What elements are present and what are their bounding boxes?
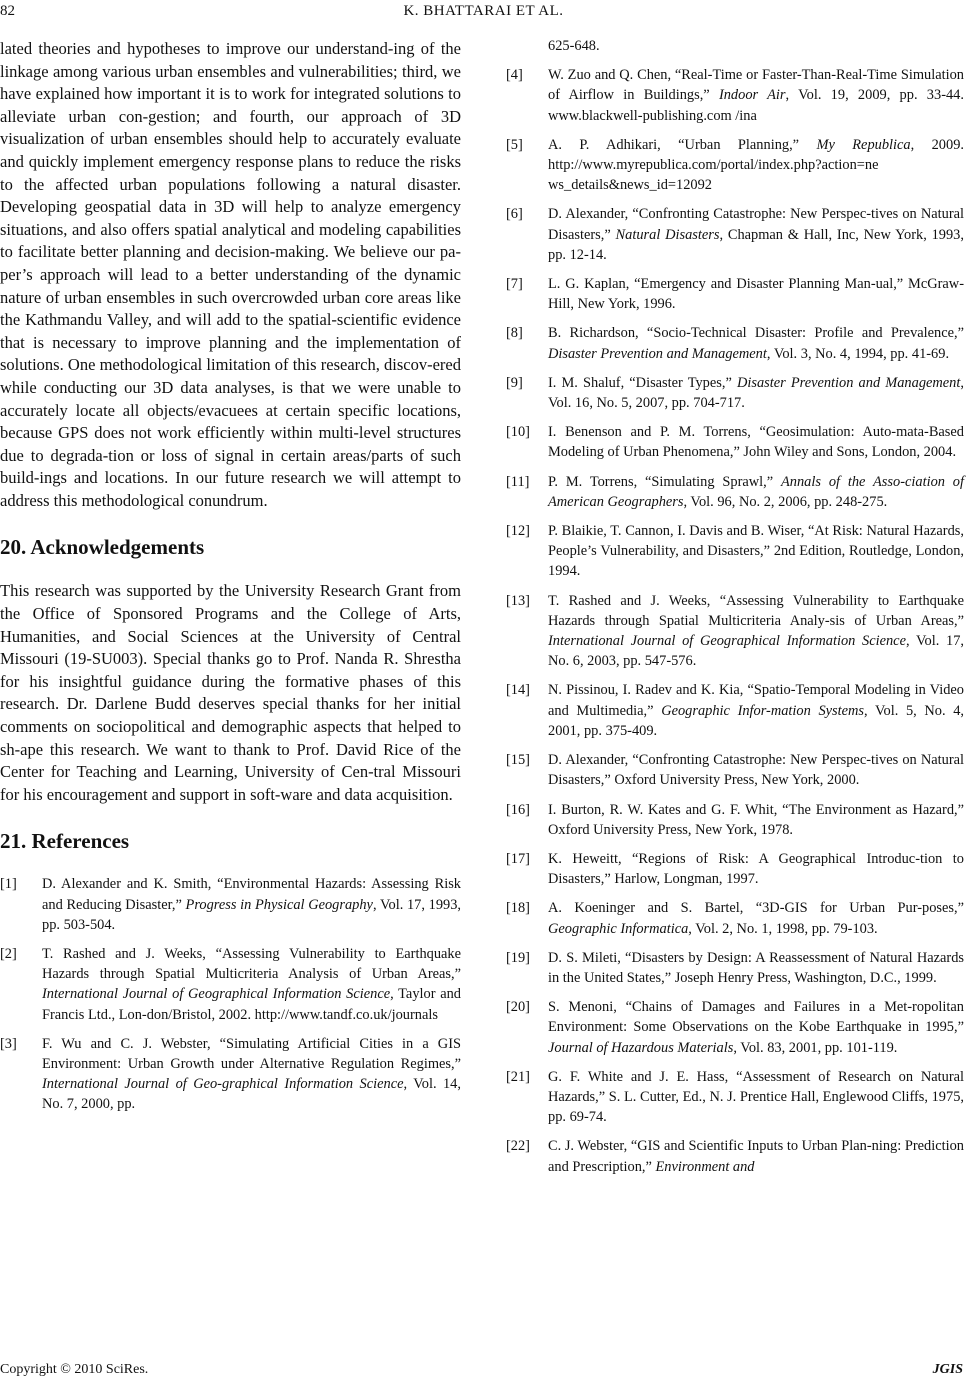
reference-details: , Taylor and Francis Ltd., Lon-don/Bristol, 2002. http://www.tandf.co.uk/journals	[42, 986, 461, 1023]
reference-details: , Vol. 5, No. 4, 2001, pp. 375-409.	[548, 702, 965, 739]
reference-details: , Vol. 3, No. 4, 1994, pp. 41-69.	[766, 345, 950, 362]
reference-number: [4]	[506, 67, 523, 84]
reference-item	[506, 948, 964, 988]
reference-details: , Vol. 17, 1993, pp. 503-504.	[42, 896, 462, 933]
reference-source: Geographic Infor-mation Systems	[661, 702, 865, 719]
reference-number: [10]	[506, 424, 530, 441]
reference-text: T. Rashed and J. Weeks, “Assessing Vulnerability to Earthquake Hazards through Spatial Multicriteria Analysis of Urban Areas,”	[42, 946, 461, 983]
reference-text: K. Heweitt, “Regions of Risk: A Geographical Introduc-tion to Disasters,” Harlow, Longman, 1997.	[548, 850, 964, 888]
copyright-notice: Copyright © 2010 SciRes.	[0, 1362, 149, 1377]
reference-source: My Republica	[816, 136, 911, 153]
reference-continuation: 625-648.	[548, 38, 600, 54]
acknowledgements-paragraph: This research was supported by the University Research Grant from the Office of Sponsored Programs and the College of Arts, Humanities, and Social Sciences at the University of Central Missouri (19-SU003). Special thanks go to Prof. Nanda R. Shrestha for his insightful guidance during the formative phases of this research. Dr. Darlene Budd deserves special thanks for her initial comments on sociopolitical and demographic aspects that helped to sh-ape this research. We want to thank to Prof. David Rice of the Center for Teaching and Learning, University of Cen-tral Missouri for his encouragement and support in soft-ware and data acquisition.	[0, 581, 461, 804]
reference-item	[506, 750, 964, 790]
reference-text: N. Pissinou, I. Radev and K. Kia, “Spatio-Temporal Modeling in Video and Multimedia,”	[548, 682, 964, 719]
reference-item	[506, 800, 964, 840]
reference-details: , Vol. 19, 2009, pp. 33-44. www.blackwell-publishing.com /ina	[548, 87, 964, 124]
reference-text: A. Koeninger and S. Bartel, “3D-GIS for Urban Pur-poses,”	[548, 900, 964, 917]
reference-source: Disaster Prevention and Management	[736, 374, 961, 391]
reference-number: [1]	[0, 876, 17, 893]
reference-text: L. G. Kaplan, “Emergency and Disaster Planning Man-ual,” McGraw-Hill, New York, 1996.	[548, 276, 964, 313]
reference-item	[506, 422, 964, 462]
reference-details: , Vol. 96, No. 2, 2006, pp. 248-275.	[683, 493, 888, 510]
reference-source: Natural Disasters	[615, 226, 720, 243]
reference-details: , 2009. http://www.myrepublica.com/portal/index.php?action=ne ws_details&news_id=12092	[548, 136, 964, 194]
reference-number: [5]	[506, 136, 523, 153]
reference-source: Environment and	[655, 1158, 755, 1175]
reference-source: Journal of Hazardous Materials	[548, 1039, 734, 1056]
reference-text: I. Benenson and P. M. Torrens, “Geosimulation: Auto-mata-Based Modeling of Urban Phenomena,” John Wiley and Sons, London, 2004.	[548, 424, 964, 461]
page-number: 82	[0, 3, 15, 19]
reference-number: [8]	[506, 325, 523, 342]
reference-source: Indoor Air	[718, 87, 786, 104]
reference-item	[506, 323, 964, 363]
reference-item	[0, 944, 461, 1025]
reference-list-left	[0, 874, 461, 1114]
reference-text: T. Rashed and J. Weeks, “Assessing Vulnerability to Earthquake Hazards through Spatial Multicriteria Analy-sis of Urban Areas,”	[548, 592, 964, 629]
reference-item	[506, 135, 964, 196]
reference-item	[506, 1067, 964, 1128]
reference-text: P. Blaikie, T. Cannon, I. Davis and B. Wiser, “At Risk: Natural Hazards, People’s Vulnerability, and Disasters,” 2nd Edition, Routledge, London, 1994.	[548, 523, 964, 580]
reference-number: [7]	[506, 276, 523, 293]
reference-item	[0, 874, 461, 935]
reference-item	[0, 1034, 461, 1115]
reference-item	[506, 898, 964, 938]
reference-item	[506, 680, 964, 741]
reference-number: [15]	[506, 752, 530, 769]
page-header	[0, 0, 967, 28]
reference-number: [18]	[506, 900, 530, 917]
reference-number: [9]	[506, 374, 523, 391]
reference-item	[506, 591, 964, 672]
reference-text: P. M. Torrens, “Simulating Sprawl,”	[548, 473, 781, 490]
journal-abbrev: JGIS	[932, 1362, 963, 1377]
reference-text: B. Richardson, “Socio-Technical Disaster: Profile and Prevalence,”	[548, 325, 964, 342]
reference-item	[506, 997, 964, 1058]
reference-item	[506, 849, 964, 889]
reference-number: [11]	[506, 473, 530, 490]
reference-number: [13]	[506, 592, 530, 609]
reference-number: [16]	[506, 801, 530, 818]
reference-source: International Journal of Geographical Information Science	[548, 633, 906, 650]
reference-number: [20]	[506, 999, 530, 1016]
reference-item	[506, 1136, 964, 1176]
reference-details: , Chapman & Hall, Inc, New York, 1993, pp. 12-14.	[548, 226, 964, 263]
reference-item	[506, 521, 964, 582]
reference-number: [17]	[506, 850, 530, 867]
running-head: K. BHATTARAI ET AL.	[403, 3, 564, 19]
reference-details: , Vol. 83, 2001, pp. 101-119.	[733, 1039, 898, 1056]
reference-source: Annals of the Asso-ciation of American Geographers	[548, 473, 964, 510]
reference-item	[506, 373, 964, 413]
reference-text: A. P. Adhikari, “Urban Planning,”	[548, 136, 817, 153]
reference-text: F. Wu and C. J. Webster, “Simulating Artificial Cities in a GIS Environment: Urban Growth under Alternative Regulation Regimes,”	[42, 1035, 461, 1073]
reference-item	[506, 472, 964, 512]
reference-text: D. Alexander, “Confronting Catastrophe: New Perspec-tives on Natural Disasters,” Oxford University Press, New York, 2000.	[548, 752, 964, 789]
reference-number: [6]	[506, 206, 523, 223]
left-column	[0, 38, 461, 1124]
reference-text: C. J. Webster, “GIS and Scientific Inputs to Urban Plan-ning: Prediction and Prescription,”	[548, 1138, 964, 1175]
reference-source: International Journal of Geographical Information Science	[42, 986, 391, 1003]
reference-text: G. F. White and J. E. Hass, “Assessment of Research on Natural Hazards,” S. L. Cutter, Ed., N. J. Prentice Hall, Englewood Cliffs, 1975, pp. 69-74.	[548, 1068, 964, 1126]
reference-text: D. Alexander and K. Smith, “Environmental Hazards: Assessing Risk and Reducing Disaster,”	[42, 876, 461, 913]
reference-item	[506, 274, 964, 314]
reference-source: Geographic Informatica	[548, 920, 689, 937]
reference-number: [2]	[0, 946, 17, 963]
reference-item	[506, 204, 964, 265]
reference-number: [12]	[506, 523, 530, 540]
reference-source: Disaster Prevention and Management	[548, 345, 767, 362]
reference-text: S. Menoni, “Chains of Damages and Failures in a Met-ropolitan Environment: Some Observations on the Kobe Earthquake in 1995,”	[548, 999, 964, 1036]
reference-details: , Vol. 14, No. 7, 2000, pp.	[42, 1076, 461, 1113]
reference-text: I. M. Shaluf, “Disaster Types,”	[548, 374, 737, 391]
reference-details: , Vol. 2, No. 1, 1998, pp. 79-103.	[688, 920, 878, 937]
reference-number: [3]	[0, 1035, 17, 1052]
reference-number: [22]	[506, 1138, 530, 1155]
reference-details: , Vol. 17, No. 6, 2003, pp. 547-576.	[548, 633, 964, 670]
reference-number: [21]	[506, 1068, 530, 1085]
reference-source: Progress in Physical Geography	[185, 896, 373, 913]
reference-text: D. Alexander, “Confronting Catastrophe: New Perspec-tives on Natural Disasters,”	[548, 206, 964, 243]
reference-number: [14]	[506, 682, 530, 699]
references-heading: 21. References	[0, 829, 130, 854]
acknowledgements-heading: 20. Acknowledgements	[0, 535, 205, 560]
reference-item	[506, 65, 964, 126]
reference-details: , Vol. 16, No. 5, 2007, pp. 704-717.	[548, 374, 964, 412]
reference-source: International Journal of Geo-graphical Information Science	[42, 1076, 404, 1093]
reference-list-right	[506, 65, 964, 1177]
reference-text: W. Zuo and Q. Chen, “Real-Time or Faster-Than-Real-Time Simulation of Airflow in Buildings,”	[548, 67, 964, 104]
reference-text: I. Burton, R. W. Kates and G. F. Whit, “The Environment as Hazard,” Oxford University Press, New York, 1978.	[548, 801, 964, 838]
conclusion-paragraph: lated theories and hypotheses to improve our understand-ing of the linkage among various urban ensembles and vulnerabilities; third, we have explained how important it is to work for integrated solutions to alleviate urban con-gestion; and fourth, our approach of 3D visualization of urban ensembles should help to accurately evaluate and quickly implement emergency response plans to reduce the risks to the affected urban populations following a natural disaster. Developing geospatial data in 3D will help to analyze emergency situations, and also offers spatial analytical and modeling capabilities to facilitate better planning and decision-making. We believe our pa-per’s approach will lead to a better understanding of the dynamic nature of urban ensembles in such overcrowded urban core areas like the Kathmandu Valley, and will add to the spatial-scientific evidence that is necessary to improve planning and the implementation of solutions. One methodological limitation of this research, discov-ered while conducting our 3D data analyses, is that we were unable to accurately locate all objects/evacuees at certain specific locations, because GPS does not work efficiently within multi-level structures due to degrada-tion or loss of signal in certain areas/parts of such build-ings and locations. In our future research we will attempt to address this methodological conundrum.	[0, 39, 461, 510]
reference-text: D. S. Mileti, “Disasters by Design: A Reassessment of Natural Hazards in the United States,” Joseph Henry Press, Washington, D.C., 1999.	[548, 949, 964, 986]
reference-number: [19]	[506, 949, 530, 966]
right-column	[506, 38, 964, 1186]
